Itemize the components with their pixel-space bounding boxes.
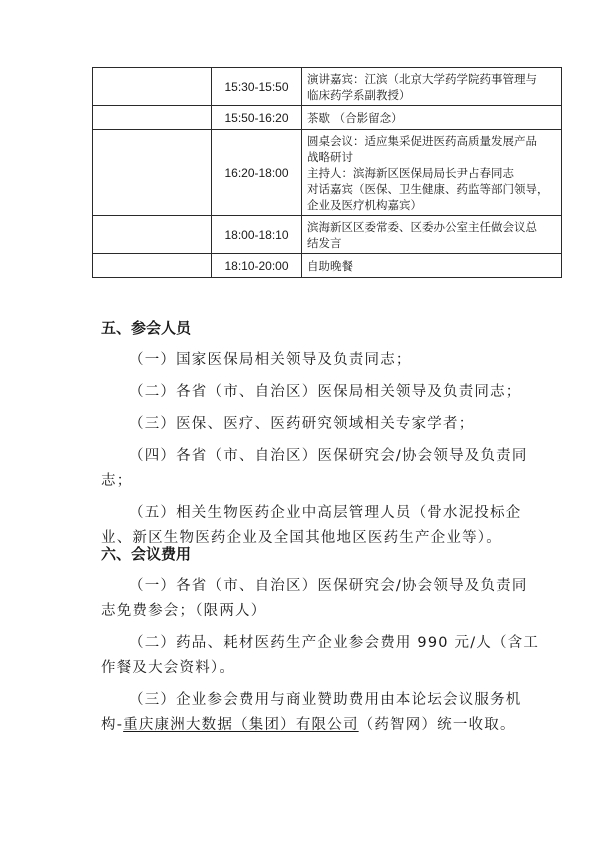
schedule-row [93,130,562,216]
schedule-activity [302,130,562,216]
schedule-table-body [93,68,562,278]
section-attendees [101,317,541,551]
schedule-empty-cell [93,130,212,216]
attendee-item-1: （一）国家医保局相关领导及负责同志； [129,352,412,368]
schedule-activity [302,216,562,254]
schedule-empty-cell [93,68,212,106]
schedule-activity-line: 战略研讨 [307,149,353,164]
schedule-empty-cell [93,254,212,278]
schedule-row [93,68,562,106]
schedule-time: 18:10-20:00 [212,254,302,278]
attendee-item-3: （三）医保、医疗、医药研究领域相关专家学者； [129,416,475,432]
schedule-activity-line: 企业及医疗机构嘉宾） [307,197,422,212]
fee-item-1: （一）各省（市、自治区）医保研究会/协会领导及负责同志免费参会；（限两人） [101,578,528,619]
attendee-item-5: （五）相关生物医药企业中高层管理人员（骨水泥投标企业、新区生物医药企业及全国其他地区医药生产企业等）。 [101,505,522,546]
fee-item-3-tail: （药智网）统一收取。 [358,717,516,733]
schedule-activity-line: 演讲嘉宾：江滨（北京大学药学院药事管理与 [307,71,537,86]
schedule-activity-line: 结发言 [307,235,342,250]
schedule-activity-line: 自助晚餐 [307,258,353,273]
schedule-table [92,67,562,278]
attendee-item-4: （四）各省（市、自治区）医保研究会/协会领导及负责同志； [101,448,528,489]
fee-item-3 [101,688,541,738]
schedule-empty-cell [93,216,212,254]
schedule-activity [302,254,562,278]
schedule-time: 15:30-15:50 [212,68,302,106]
fee-item-3-text: （三）企业参会费用与商业赞助费用由本论坛会议服务机构- [101,692,522,733]
schedule-empty-cell [93,106,212,130]
schedule-row [93,216,562,254]
section-fees [101,543,541,738]
schedule-time: 15:50-16:20 [212,106,302,130]
schedule-time: 18:00-18:10 [212,216,302,254]
schedule-activity-line: 茶歇 （合影留念） [307,110,403,125]
section-heading-fees: 六、会议费用 [101,545,192,563]
schedule-activity-line: 主持人：滨海新区医保局局长尹占春同志 [307,165,514,180]
schedule-activity [302,106,562,130]
attendee-item-2: （二）各省（市、自治区）医保局相关领导及负责同志； [129,384,522,400]
schedule-activity-line: 圆桌会议：适应集采促进医药高质量发展产品 [307,133,537,148]
schedule-time: 16:20-18:00 [212,130,302,216]
schedule-activity-line: 滨海新区区委常委、区委办公室主任做会议总 [307,219,537,234]
section-heading-attendees: 五、参会人员 [101,319,192,337]
schedule-activity-line: 临床药学系副教授） [307,87,411,102]
schedule-activity-line: 对话嘉宾（医保、卫生健康、药监等部门领导， [307,181,549,196]
service-company-name: 重庆康洲大数据（集团）有限公司 [123,717,359,733]
schedule-row [93,254,562,278]
fee-item-2: （二）药品、耗材医药生产企业参会费用 990 元/人（含工作餐及大会资料）。 [101,635,540,676]
schedule-activity [302,68,562,106]
schedule-row [93,106,562,130]
